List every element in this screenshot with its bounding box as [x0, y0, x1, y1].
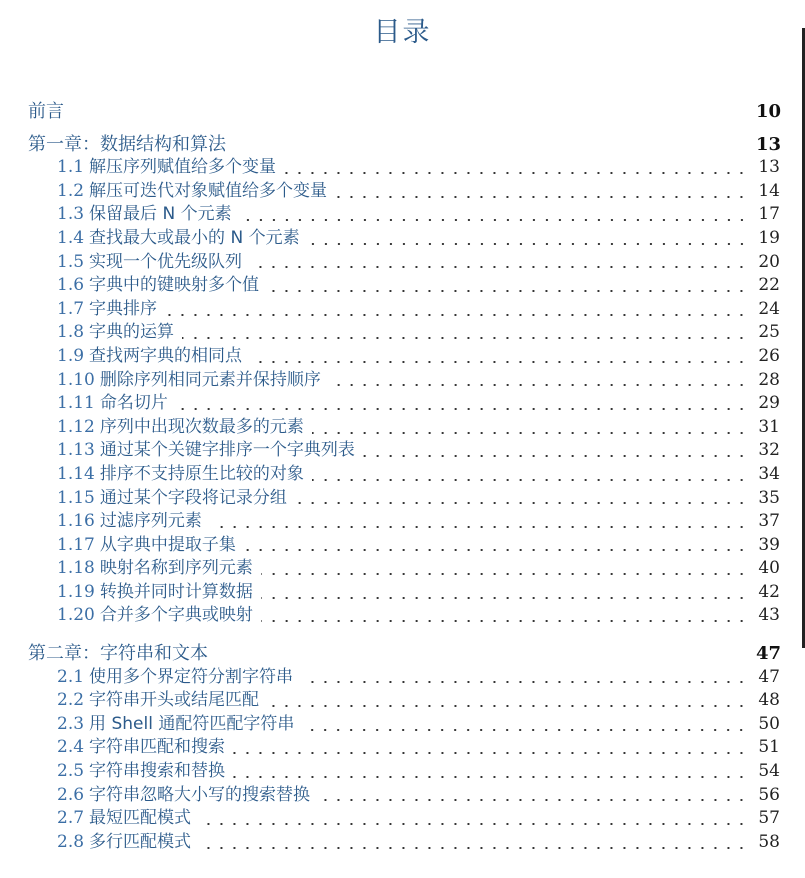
- dot-leader: [233, 776, 748, 778]
- dot-leader: [165, 314, 748, 316]
- dot-leader: [261, 573, 748, 575]
- toc-section-1-6[interactable]: [28, 274, 780, 298]
- toc-title: 目录: [373, 17, 432, 48]
- dot-leader: [302, 729, 748, 731]
- section-page[interactable]: 56: [758, 784, 780, 805]
- section-title[interactable]: 用 Shell 通配符匹配字符串: [89, 713, 295, 734]
- section-number[interactable]: 1.19: [57, 581, 95, 602]
- section-title[interactable]: 通过某个字段将记录分组: [99, 487, 287, 508]
- chapter-page[interactable]: 13: [756, 133, 782, 155]
- dot-leader: [301, 681, 748, 683]
- section-title[interactable]: 字典中的键映射多个值: [89, 275, 260, 296]
- dot-leader: [233, 752, 748, 754]
- toc-section-1-10[interactable]: [28, 369, 780, 393]
- dot-leader: [261, 597, 748, 599]
- section-number[interactable]: 1.11: [57, 393, 95, 414]
- section-number[interactable]: 2.3: [57, 713, 85, 734]
- dot-leader: [335, 196, 748, 198]
- section-page[interactable]: 43: [758, 605, 780, 626]
- section-page[interactable]: 17: [758, 204, 780, 225]
- toc-section-2-6[interactable]: [28, 784, 780, 808]
- chapter-label[interactable]: 第二章：字符串和文本: [28, 643, 208, 665]
- toc-section-2-7[interactable]: [28, 807, 780, 831]
- section-number[interactable]: 1.14: [57, 463, 95, 484]
- dot-leader: [261, 620, 748, 622]
- toc-section-2-5[interactable]: [28, 760, 780, 784]
- toc-section-1-14[interactable]: [28, 463, 780, 487]
- dot-leader: [244, 549, 748, 551]
- section-title[interactable]: 字符串开头或结尾匹配: [89, 690, 260, 711]
- section-page[interactable]: 13: [758, 157, 780, 178]
- dot-leader: [267, 705, 748, 707]
- section-page[interactable]: 31: [758, 416, 780, 437]
- section-title[interactable]: 合并多个字典或映射: [99, 605, 253, 626]
- section-title[interactable]: 最短匹配模式: [89, 808, 192, 829]
- dot-leader: [240, 219, 748, 221]
- section-number[interactable]: 1.18: [57, 558, 95, 579]
- toc-section-2-4[interactable]: [28, 736, 780, 760]
- section-number[interactable]: 2.1: [57, 666, 85, 687]
- toc-section-2-8[interactable]: [28, 831, 780, 855]
- section-page[interactable]: 19: [758, 227, 780, 248]
- section-page[interactable]: 51: [758, 737, 780, 758]
- section-page[interactable]: 14: [758, 180, 780, 201]
- dot-leader: [250, 361, 748, 363]
- section-title[interactable]: 通过某个关键字排序一个字典列表: [99, 440, 355, 461]
- dot-leader: [210, 526, 748, 528]
- section-number[interactable]: 1.8: [57, 322, 85, 343]
- section-page[interactable]: 24: [758, 298, 780, 319]
- section-number[interactable]: 1.10: [57, 369, 95, 390]
- section-title[interactable]: 查找最大或最小的 N 个元素: [89, 227, 300, 248]
- section-page[interactable]: 22: [758, 275, 780, 296]
- section-title[interactable]: 使用多个界定符分割字符串: [89, 666, 294, 687]
- section-number[interactable]: 1.13: [57, 440, 95, 461]
- section-title[interactable]: 字符串忽略大小写的搜索替换: [89, 784, 311, 805]
- chapter-label[interactable]: 第一章：数据结构和算法: [28, 133, 226, 155]
- section-title[interactable]: 多行匹配模式: [89, 831, 192, 852]
- section-number[interactable]: 2.7: [57, 808, 85, 829]
- section-number[interactable]: 1.15: [57, 487, 95, 508]
- section-title[interactable]: 删除序列相同元素并保持顺序: [99, 369, 321, 390]
- section-title[interactable]: 过滤序列元素: [99, 511, 202, 532]
- section-number[interactable]: 1.5: [57, 251, 85, 272]
- toc-section-1-7[interactable]: [28, 298, 780, 322]
- section-page[interactable]: 37: [758, 511, 780, 532]
- section-number[interactable]: 1.20: [57, 605, 95, 626]
- section-number[interactable]: 2.6: [57, 784, 85, 805]
- section-title[interactable]: 转换并同时计算数据: [99, 581, 253, 602]
- preface-page[interactable]: 10: [756, 101, 782, 122]
- toc-section-1-2[interactable]: [28, 180, 780, 204]
- dot-leader: [267, 290, 748, 292]
- section-page[interactable]: 39: [758, 534, 780, 555]
- section-title[interactable]: 排序不支持原生比较的对象: [99, 463, 304, 484]
- section-title[interactable]: 字符串匹配和搜索: [89, 737, 226, 758]
- section-title[interactable]: 解压可迭代对象赋值给多个变量: [89, 180, 328, 201]
- section-page[interactable]: 42: [758, 581, 780, 602]
- toc-section-1-17[interactable]: [28, 534, 780, 558]
- dot-leader: [176, 408, 748, 410]
- toc-section-1-18[interactable]: [28, 557, 780, 581]
- toc-section-1-4[interactable]: [28, 227, 780, 251]
- section-page[interactable]: 20: [758, 251, 780, 272]
- chapter-page[interactable]: 47: [756, 643, 782, 665]
- section-number[interactable]: 1.12: [57, 416, 95, 437]
- table-of-contents: [28, 100, 780, 854]
- section-title[interactable]: 实现一个优先级队列: [89, 251, 243, 272]
- toc-section-1-13[interactable]: [28, 439, 780, 463]
- section-page[interactable]: 28: [758, 369, 780, 390]
- preface-label[interactable]: 前言: [28, 101, 64, 122]
- section-number[interactable]: 1.1: [57, 157, 85, 178]
- section-page[interactable]: 34: [758, 463, 780, 484]
- toc-section-1-20[interactable]: [28, 604, 780, 628]
- section-title[interactable]: 序列中出现次数最多的元素: [99, 416, 304, 437]
- section-title[interactable]: 字典排序: [89, 298, 158, 319]
- section-page[interactable]: 35: [758, 487, 780, 508]
- section-title[interactable]: 保留最后 N 个元素: [89, 204, 232, 225]
- section-page[interactable]: 29: [758, 393, 780, 414]
- toc-chapter-2[interactable]: [28, 642, 780, 666]
- toc-chapter-1[interactable]: [28, 133, 780, 157]
- toc-section-1-3[interactable]: [28, 203, 780, 227]
- section-page[interactable]: 32: [758, 440, 780, 461]
- section-number[interactable]: 1.9: [57, 345, 85, 366]
- section-page[interactable]: 58: [758, 831, 780, 852]
- section-page[interactable]: 26: [758, 345, 780, 366]
- section-title[interactable]: 从字典中提取子集: [99, 534, 236, 555]
- section-page[interactable]: 47: [758, 666, 780, 687]
- section-page[interactable]: 54: [758, 761, 780, 782]
- section-title[interactable]: 字符串搜索和替换: [89, 761, 226, 782]
- dot-leader: [199, 823, 748, 825]
- dot-leader: [363, 455, 748, 457]
- section-title[interactable]: 映射名称到序列元素: [99, 558, 253, 579]
- toc-section-1-5[interactable]: [28, 251, 780, 275]
- toc-section-1-12[interactable]: [28, 416, 780, 440]
- section-number[interactable]: 2.5: [57, 761, 85, 782]
- section-page[interactable]: 48: [758, 690, 780, 711]
- toc-section-1-15[interactable]: [28, 487, 780, 511]
- section-number[interactable]: 2.4: [57, 737, 85, 758]
- toc-section-1-1[interactable]: [28, 156, 780, 180]
- toc-entry-preface[interactable]: [28, 100, 780, 124]
- section-number[interactable]: 1.6: [57, 275, 85, 296]
- toc-section-1-11[interactable]: [28, 392, 780, 416]
- toc-section-1-19[interactable]: [28, 581, 780, 605]
- section-page[interactable]: 50: [758, 713, 780, 734]
- dot-leader: [318, 799, 748, 801]
- toc-section-1-9[interactable]: [28, 345, 780, 369]
- section-title[interactable]: 查找两字典的相同点: [89, 345, 243, 366]
- dot-leader: [182, 337, 748, 339]
- toc-section-1-8[interactable]: [28, 321, 780, 345]
- section-number[interactable]: 1.2: [57, 180, 85, 201]
- toc-section-2-2[interactable]: [28, 689, 780, 713]
- section-title[interactable]: 字典的运算: [89, 322, 175, 343]
- section-number[interactable]: 1.17: [57, 534, 95, 555]
- dot-leader: [250, 266, 748, 268]
- section-page[interactable]: 57: [758, 808, 780, 829]
- dot-leader: [284, 172, 748, 174]
- dot-leader: [312, 479, 748, 481]
- dot-leader: [312, 432, 748, 434]
- dot-leader: [295, 502, 748, 504]
- dot-leader: [329, 384, 748, 386]
- toc-section-1-16[interactable]: [28, 510, 780, 534]
- section-page[interactable]: 25: [758, 322, 780, 343]
- section-number[interactable]: 2.2: [57, 690, 85, 711]
- dot-leader: [199, 847, 748, 849]
- toc-section-2-3[interactable]: [28, 713, 780, 737]
- section-number[interactable]: 1.4: [57, 227, 85, 248]
- section-number[interactable]: 1.7: [57, 298, 85, 319]
- section-page[interactable]: 40: [758, 558, 780, 579]
- dot-leader: [308, 243, 748, 245]
- section-number[interactable]: 1.3: [57, 204, 85, 225]
- section-number[interactable]: 1.16: [57, 511, 95, 532]
- toc-section-2-1[interactable]: [28, 666, 780, 690]
- section-title[interactable]: 解压序列赋值给多个变量: [89, 157, 277, 178]
- section-number[interactable]: 2.8: [57, 831, 85, 852]
- section-title[interactable]: 命名切片: [99, 393, 168, 414]
